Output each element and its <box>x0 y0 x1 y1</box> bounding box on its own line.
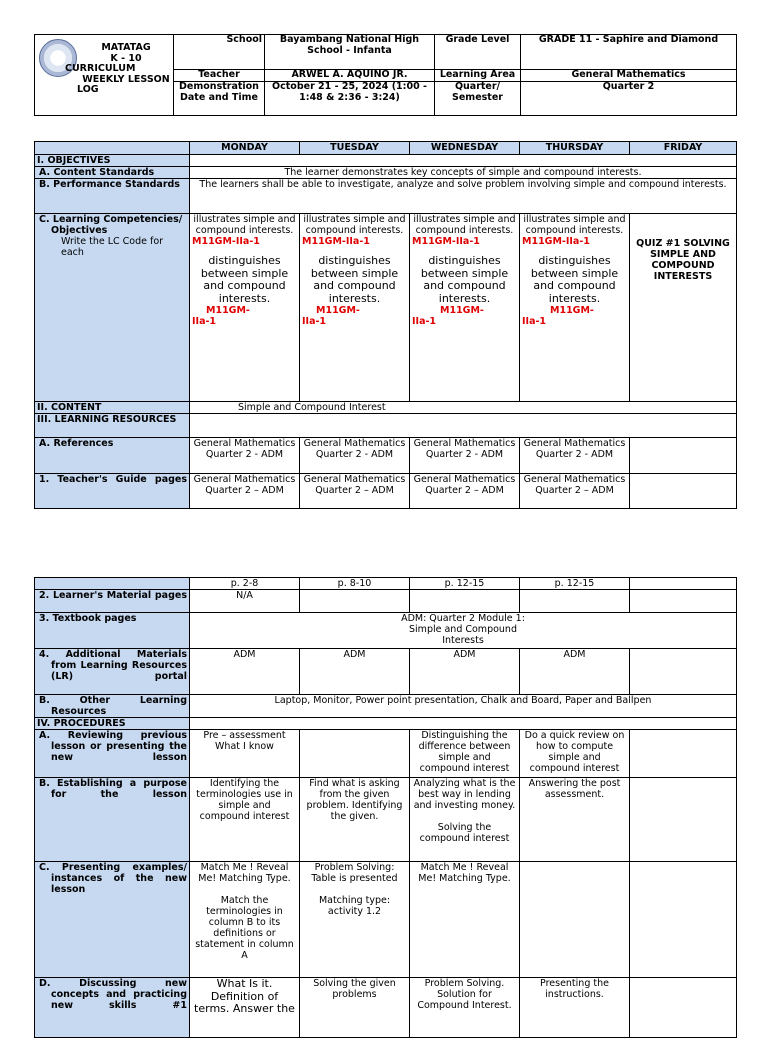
additional-materials-label: 4. Additional Materials from Learning Resources (LR) portal <box>35 649 190 695</box>
references-monday: General Mathematics Quarter 2 - ADM <box>190 438 300 474</box>
teachers-guide-thursday: General Mathematics Quarter 2 – ADM <box>520 474 630 509</box>
competency-friday: QUIZ #1 SOLVING SIMPLE AND COMPOUND INTERESTS <box>630 214 737 402</box>
learners-material-thursday <box>520 590 630 613</box>
grade-label: Grade Level <box>435 35 521 70</box>
establishing-purpose-friday <box>630 778 737 862</box>
discussing-concepts-friday <box>630 978 737 1038</box>
area-value: General Mathematics <box>521 70 737 82</box>
additional-materials-tuesday: ADM <box>300 649 410 695</box>
lesson-table-part2 <box>34 577 737 1038</box>
day-header-wednesday: WEDNESDAY <box>410 142 520 155</box>
references-friday <box>630 438 737 474</box>
teachers-guide-tuesday: General Mathematics Quarter 2 – ADM <box>300 474 410 509</box>
presenting-examples-tuesday: Problem Solving: Table is presented Matching type: activity 1.2 <box>300 862 410 978</box>
presenting-examples-friday <box>630 862 737 978</box>
additional-materials-thursday: ADM <box>520 649 630 695</box>
presenting-examples-wednesday: Match Me ! Reveal Me! Matching Type. <box>410 862 520 978</box>
establishing-purpose-wednesday: Analyzing what is the best way in lending and investing money. Solving the compound interest <box>410 778 520 862</box>
presenting-examples-thursday <box>520 862 630 978</box>
competency-wednesday: illustrates simple and compound interests. M11GM-IIa-1 distinguishes between simple and compound interests. M11GM- IIa-1 <box>410 214 520 402</box>
establishing-purpose-tuesday: Find what is asking from the given problem. Identifying the given. <box>300 778 410 862</box>
presenting-examples-label: C. Presenting examples/ instances of the new lesson <box>35 862 190 978</box>
discussing-concepts-label: D. Discussing new concepts and practicing new skills #1 <box>35 978 190 1038</box>
school-label: School <box>174 35 265 70</box>
reviewing-wednesday: Distinguishing the difference between simple and compound interest <box>410 730 520 778</box>
resources-heading: III. LEARNING RESOURCES <box>35 414 190 438</box>
demo-label: Demonstration Date and Time <box>174 82 265 116</box>
objectives-heading-blank <box>190 155 737 167</box>
day-header-tuesday: TUESDAY <box>300 142 410 155</box>
objectives-heading: I. OBJECTIVES <box>35 155 190 167</box>
day-header-friday: FRIDAY <box>630 142 737 155</box>
competency-thursday: illustrates simple and compound interests. M11GM-IIa-1 distinguishes between simple and compound interests. M11GM- IIa-1 <box>520 214 630 402</box>
day-header-thursday: THURSDAY <box>520 142 630 155</box>
teachers-guide-label: 1. Teacher's Guide pages <box>35 474 190 509</box>
competencies-label-cell: C. Learning Competencies/Objectives Write the LC Code for each <box>35 214 190 402</box>
resources-heading-blank <box>190 414 737 438</box>
tg-pages-label-blank <box>35 578 190 590</box>
learners-material-monday: N/A <box>190 590 300 613</box>
content-standards-text: The learner demonstrates key concepts of simple and compound interests. <box>190 167 737 179</box>
other-resources-text: Laptop, Monitor, Power point presentation, Chalk and Board, Paper and Ballpen <box>190 695 737 718</box>
performance-standards-text: The learners shall be able to investigate, analyze and solve problem involving simple and compound interests. <box>190 179 737 214</box>
header-table <box>34 34 737 116</box>
references-label: A. References <box>35 438 190 474</box>
additional-materials-monday: ADM <box>190 649 300 695</box>
day-header-corner <box>35 142 190 155</box>
content-text: Simple and Compound Interest <box>190 402 737 414</box>
discussing-concepts-monday: What Is it. Definition of terms. Answer the <box>190 978 300 1038</box>
teachers-guide-friday <box>630 474 737 509</box>
reviewing-label: A. Reviewing previous lesson or presenting the new lesson <box>35 730 190 778</box>
competency-monday: illustrates simple and compound interests. M11GM-IIa-1 distinguishes between simple and compound interests. M11GM- IIa-1 <box>190 214 300 402</box>
establishing-purpose-thursday: Answering the post assessment. <box>520 778 630 862</box>
other-resources-label: B. Other Learning Resources <box>35 695 190 718</box>
teachers-guide-wednesday: General Mathematics Quarter 2 – ADM <box>410 474 520 509</box>
demo-value: October 21 - 25, 2024 (1:00 - 1:48 & 2:36 - 3:24) <box>265 82 435 116</box>
learners-material-wednesday <box>410 590 520 613</box>
establishing-purpose-label: B. Establishing a purpose for the lesson <box>35 778 190 862</box>
additional-materials-friday <box>630 649 737 695</box>
teachers-guide-monday: General Mathematics Quarter 2 – ADM <box>190 474 300 509</box>
content-heading: II. CONTENT <box>35 402 190 414</box>
day-header-monday: MONDAY <box>190 142 300 155</box>
grade-value: GRADE 11 - Saphire and Diamond <box>521 35 737 70</box>
tg-pages-tuesday: p. 8-10 <box>300 578 410 590</box>
textbook-text: ADM: Quarter 2 Module 1: Simple and Compound Interests <box>190 613 737 649</box>
header-left-title: MATATAG K - 10 CURRICULUM WEEKLY LESSON LOG <box>65 42 170 95</box>
competency-tuesday: illustrates simple and compound interests. M11GM-IIa-1 distinguishes between simple and compound interests. M11GM- IIa-1 <box>300 214 410 402</box>
procedures-heading: IV. PROCEDURES <box>35 718 190 730</box>
learners-material-label: 2. Learner's Material pages <box>35 590 190 613</box>
tg-pages-monday: p. 2-8 <box>190 578 300 590</box>
tg-pages-thursday: p. 12-15 <box>520 578 630 590</box>
procedures-heading-blank <box>190 718 737 730</box>
teacher-label: Teacher <box>174 70 265 82</box>
quarter-label: Quarter/ Semester <box>435 82 521 116</box>
teacher-value: ARWEL A. AQUINO JR. <box>265 70 435 82</box>
reviewing-friday <box>630 730 737 778</box>
quarter-value: Quarter 2 <box>521 82 737 116</box>
learners-material-friday <box>630 590 737 613</box>
references-thursday: General Mathematics Quarter 2 - ADM <box>520 438 630 474</box>
tg-pages-wednesday: p. 12-15 <box>410 578 520 590</box>
learners-material-tuesday <box>300 590 410 613</box>
reviewing-tuesday <box>300 730 410 778</box>
discussing-concepts-wednesday: Problem Solving. Solution for Compound Interest. <box>410 978 520 1038</box>
lesson-table-part1 <box>34 141 737 509</box>
additional-materials-wednesday: ADM <box>410 649 520 695</box>
content-standards-label: A. Content Standards <box>35 167 190 179</box>
header-logo-cell <box>35 35 174 116</box>
school-value: Bayambang National High School - Infanta <box>265 35 435 70</box>
performance-standards-label: B. Performance Standards <box>35 179 190 214</box>
presenting-examples-monday: Match Me ! Reveal Me! Matching Type. Match the terminologies in column B to its definitions or statement in column A <box>190 862 300 978</box>
reviewing-monday: Pre – assessment What I know <box>190 730 300 778</box>
establishing-purpose-monday: Identifying the terminologies use in simple and compound interest <box>190 778 300 862</box>
references-wednesday: General Mathematics Quarter 2 - ADM <box>410 438 520 474</box>
textbook-label: 3. Textbook pages <box>35 613 190 649</box>
area-label: Learning Area <box>435 70 521 82</box>
tg-pages-friday <box>630 578 737 590</box>
references-tuesday: General Mathematics Quarter 2 - ADM <box>300 438 410 474</box>
discussing-concepts-tuesday: Solving the given problems <box>300 978 410 1038</box>
reviewing-thursday: Do a quick review on how to compute simple and compound interest <box>520 730 630 778</box>
discussing-concepts-thursday: Presenting the instructions. <box>520 978 630 1038</box>
